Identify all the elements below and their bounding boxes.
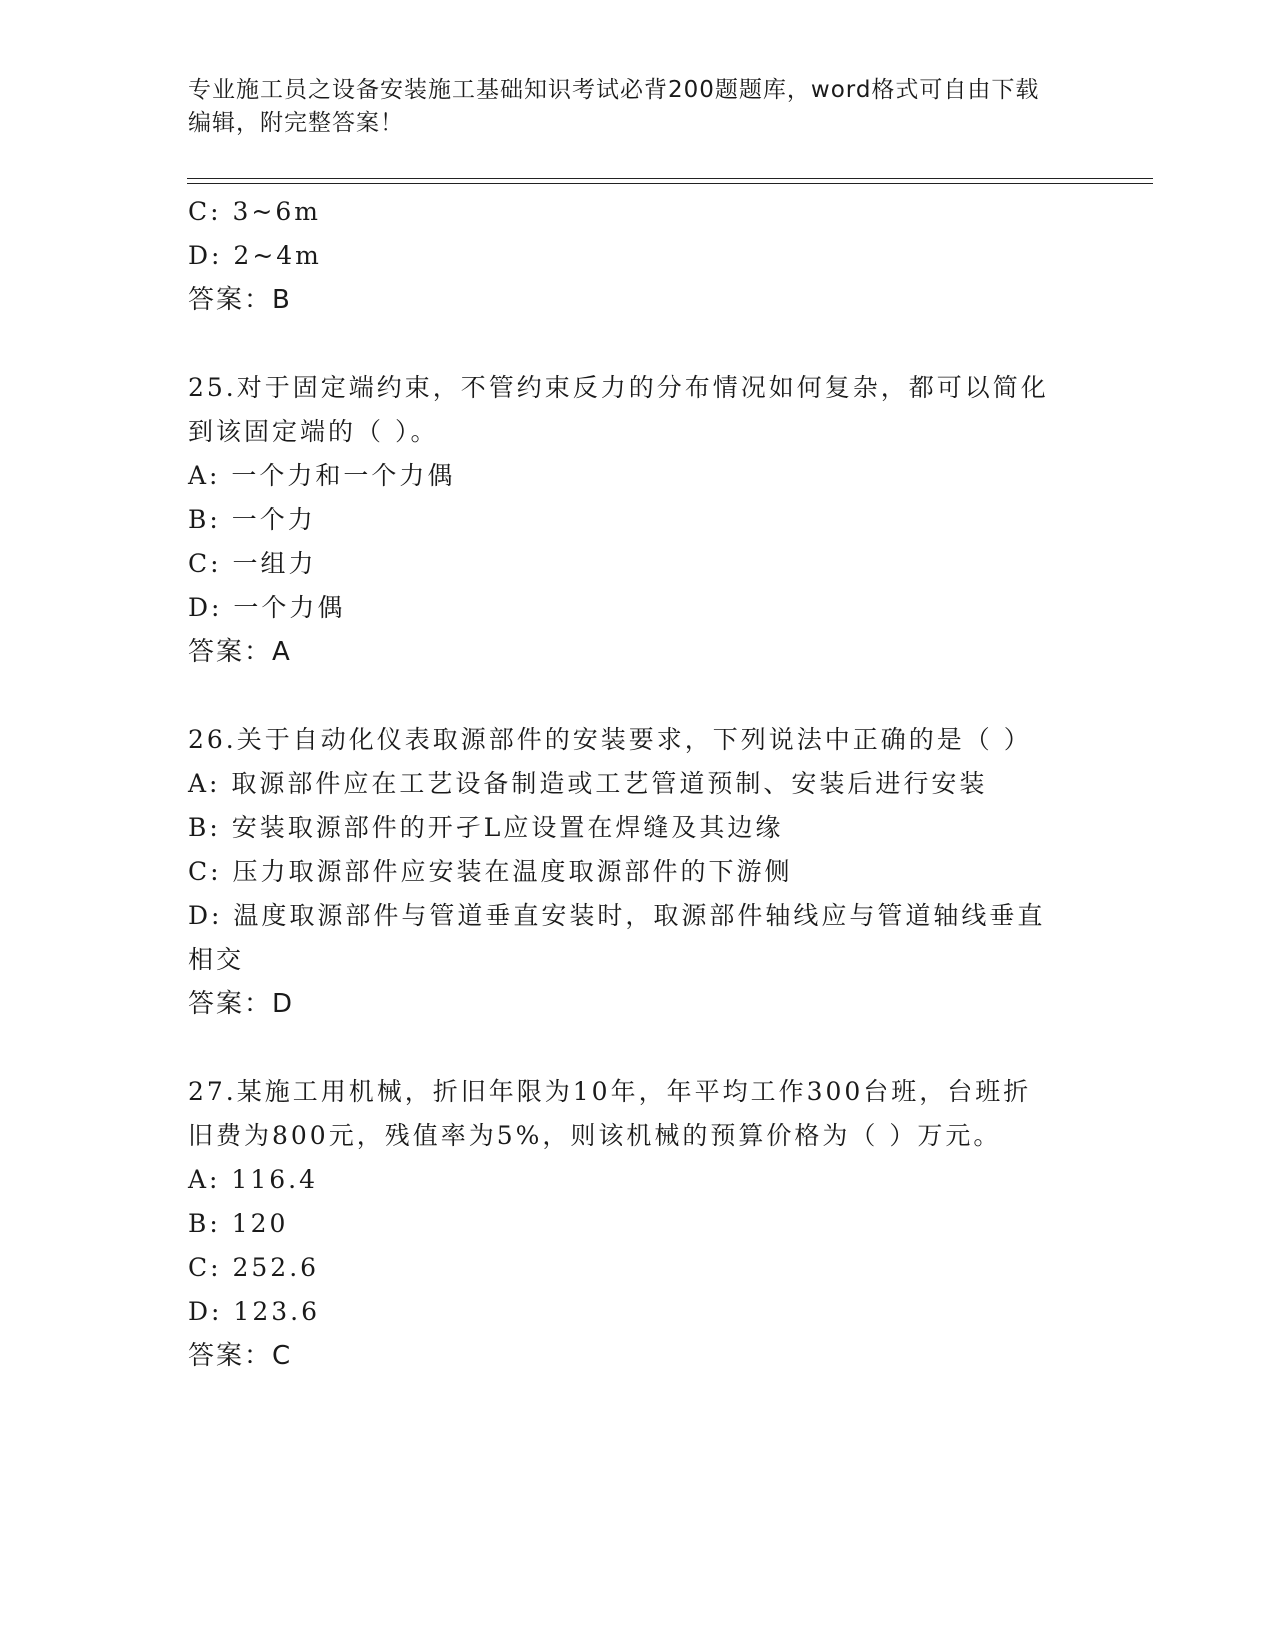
q26-answer: 答案：D [188, 989, 295, 1019]
q24-answer: 答案：B [188, 285, 292, 315]
header-line-2: 编辑，附完整答案！ [188, 110, 404, 136]
q27-stem-line-2: 旧费为800元，残值率为5%，则该机械的预算价格为（ ）万元。 [188, 1121, 1002, 1150]
header-line-1: 专业施工员之设备安装施工基础知识考试必背200题题库，word格式可自由下载 [188, 77, 1040, 103]
q27-stem-line-1: 27.某施工用机械，折旧年限为10年，年平均工作300台班，台班折 [188, 1077, 1032, 1106]
q26-stem-line-1: 26.关于自动化仪表取源部件的安装要求，下列说法中正确的是（ ） [188, 725, 1032, 754]
q27-answer: 答案：C [188, 1341, 293, 1371]
document-header [188, 74, 1068, 140]
q24-option-d: D: 2~4m [188, 241, 322, 270]
q26-option-d-line-2: 相交 [188, 945, 245, 974]
q25-stem-line-2: 到该固定端的（ ）。 [188, 417, 439, 446]
q25-option-c: C: 一组力 [188, 549, 317, 578]
header-rule-top [187, 178, 1153, 179]
q24-option-c: C: 3~6m [188, 197, 321, 226]
q26-option-d-line-1: D: 温度取源部件与管道垂直安装时，取源部件轴线应与管道轴线垂直 [188, 901, 1046, 930]
q27-option-b: B: 120 [188, 1209, 289, 1238]
q25-option-d: D: 一个力偶 [188, 593, 346, 622]
q27-option-a: A: 116.4 [188, 1165, 318, 1194]
header-rule-bottom [187, 183, 1153, 184]
q25-answer: 答案：A [188, 637, 292, 667]
q26-option-b: B: 安装取源部件的开孑L应设置在焊缝及其边缘 [188, 813, 784, 842]
q25-option-a: A: 一个力和一个力偶 [188, 461, 456, 490]
q27-option-c: C: 252.6 [188, 1253, 320, 1282]
q27-option-d: D: 123.6 [188, 1297, 320, 1326]
q26-option-a: A: 取源部件应在工艺设备制造或工艺管道预制、安装后进行安装 [188, 769, 988, 798]
q25-stem-line-1: 25.对于固定端约束，不管约束反力的分布情况如何复杂，都可以简化 [188, 373, 1049, 402]
q25-option-b: B: 一个力 [188, 505, 316, 534]
q26-option-c: C: 压力取源部件应安装在温度取源部件的下游侧 [188, 857, 793, 886]
